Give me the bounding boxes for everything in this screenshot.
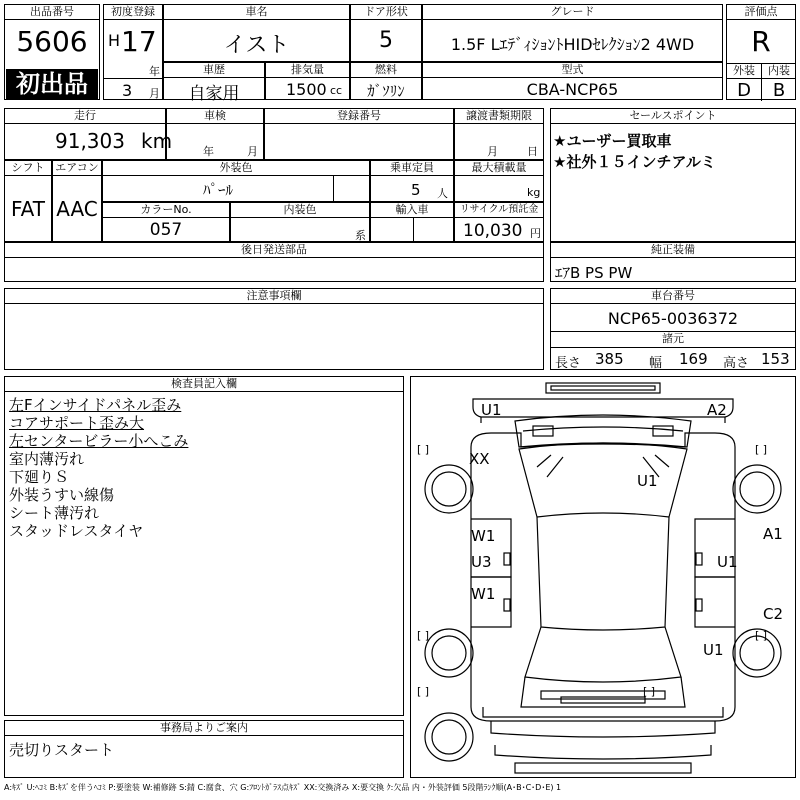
reg-no-label: 登録番号 — [265, 109, 453, 124]
int-rating-value: B — [772, 80, 786, 101]
chassis-value: NCP65-0036372 — [607, 309, 739, 328]
model-value: CBA-NCP65 — [526, 80, 619, 99]
office-box — [4, 720, 404, 778]
mileage-box — [4, 108, 173, 160]
ext-color-label: 外装色 — [103, 161, 369, 176]
width-label: 幅 — [649, 356, 663, 371]
first-reg-year-unit: 年 — [149, 65, 160, 78]
car-name-box — [163, 4, 350, 62]
diagram-bracket: [ ] — [417, 629, 430, 642]
inspection-box — [166, 108, 264, 160]
color-no-label: カラーNo. — [103, 203, 229, 218]
damage-mark: A2 — [707, 401, 727, 419]
rating-label: 評価点 — [727, 5, 795, 20]
displacement-unit: cc — [330, 84, 343, 97]
sales-point-item: ★社外１５インチアルミ — [553, 153, 716, 171]
grade-box — [422, 4, 723, 62]
door-box — [350, 4, 422, 62]
equipment-box — [550, 242, 796, 282]
capacity-value: 5 — [411, 181, 421, 199]
diagram-bracket: [ ] — [417, 443, 430, 456]
legend: A:ｷｽﾞ U:ﾍｺﾐ B:ｷｽﾞを伴うﾍｺﾐ P:要塗装 W:補修跡 S:錆 C:腐食、穴 G:ﾌﾛﾝﾄｶﾞﾗｽ点ｷｽﾞ XX:交換済み X:要交換 ｸ:欠品 内・外装評価 5段階ﾗﾝｸ順(A･B･C･D･E) 1 — [4, 783, 562, 792]
max-load-box — [454, 160, 544, 202]
equipment-label: 純正装備 — [551, 243, 795, 258]
inspector-note: 室内薄汚れ — [9, 450, 85, 468]
model-box — [422, 62, 723, 100]
lot-box — [4, 4, 100, 100]
lot-number: 5606 — [16, 25, 88, 58]
capacity-label: 乗車定員 — [371, 161, 453, 176]
ac-label: エアコン — [53, 161, 101, 176]
shift-label: シフト — [5, 161, 51, 176]
transfer-day-unit: 日 — [527, 145, 538, 158]
inspector-note: 左センタービラー小へこみ — [9, 432, 189, 450]
car-diagram — [411, 377, 795, 777]
first-reg-box — [103, 4, 163, 100]
chassis-label: 車台番号 — [551, 289, 795, 304]
ext-rating-value: D — [737, 80, 751, 101]
damage-mark: U1 — [717, 553, 738, 571]
car-diagram-box — [410, 376, 796, 778]
max-load-unit: kg — [527, 186, 541, 199]
later-parts-label: 後日発送部品 — [5, 243, 543, 258]
length-value: 385 — [595, 350, 624, 368]
mileage-unit: km — [141, 129, 173, 153]
first-reg-month: 3 — [122, 81, 133, 100]
inspector-note: 下廻りＳ — [9, 468, 70, 486]
sales-points-label: セールスポイント — [551, 109, 795, 124]
max-load-label: 最大積載量 — [455, 161, 543, 176]
inspection-year-unit: 年 — [203, 145, 214, 158]
displacement-box — [265, 62, 350, 100]
inspector-box — [4, 376, 404, 716]
transfer-label: 譲渡書類期限 — [455, 109, 543, 124]
inspector-note: シート薄汚れ — [9, 504, 100, 522]
history-label: 車歴 — [164, 63, 264, 78]
transfer-box — [454, 108, 544, 160]
recycle-value: 10,030 — [463, 221, 523, 241]
int-color-label: 内装色 — [231, 203, 369, 218]
damage-mark: U1 — [703, 641, 724, 659]
first-reg-label: 初度登録 — [104, 5, 162, 20]
inspector-label: 検査員記入欄 — [5, 377, 403, 392]
diagram-bracket: [ ] — [417, 685, 430, 698]
damage-mark: U1 — [481, 401, 502, 419]
int-rating-label: 内装 — [768, 64, 790, 77]
notes-box — [4, 288, 544, 370]
capacity-unit: 人 — [437, 187, 448, 200]
grade-value: 1.5F LｴﾃﾞｨｼｮﾝﾄHIDｾﾚｸｼｮﾝ2 4WD — [450, 35, 695, 54]
rating-value: R — [751, 25, 771, 58]
length-label: 長さ — [555, 356, 582, 371]
history-value: 自家用 — [188, 84, 240, 104]
inspection-label: 車検 — [167, 109, 263, 124]
shift-box — [4, 160, 52, 242]
ac-box — [52, 160, 102, 242]
door-label: ドア形状 — [351, 5, 421, 20]
ext-color-value: ﾊﾟｰﾙ — [202, 181, 233, 199]
shift-value: FAT — [10, 197, 45, 221]
recycle-unit: 円 — [530, 227, 541, 240]
mileage-label: 走行 — [5, 109, 165, 124]
office-value: 売切りスタート — [9, 741, 115, 759]
damage-mark: C2 — [763, 605, 784, 623]
fuel-value: ｶﾞｿﾘﾝ — [367, 82, 405, 100]
ext-rating-label: 外装 — [733, 64, 755, 77]
import-label: 輸入車 — [371, 203, 453, 218]
damage-mark: A1 — [763, 525, 783, 543]
first-listing-badge: 初出品 — [6, 69, 98, 99]
equipment-value: ｴｱB PS PW — [555, 264, 633, 282]
displacement-value: 1500 — [286, 80, 327, 99]
history-box — [163, 62, 265, 104]
dims-label: 諸元 — [662, 332, 684, 345]
transfer-month-unit: 月 — [487, 145, 498, 158]
later-parts-box — [4, 242, 544, 282]
fuel-label: 燃料 — [351, 63, 421, 78]
inspection-month-unit: 月 — [247, 145, 258, 158]
office-label: 事務局よりご案内 — [5, 721, 403, 736]
grade-label: グレード — [423, 5, 722, 20]
damage-mark: U1 — [637, 472, 658, 490]
color-no-box — [102, 202, 230, 242]
damage-mark: XX — [469, 450, 490, 468]
color-no-value: 057 — [149, 220, 183, 240]
inspector-note: 外装うすい線傷 — [9, 486, 115, 504]
car-name-label: 車名 — [164, 5, 349, 20]
first-reg-era: H — [108, 31, 121, 50]
rating-box — [726, 4, 796, 100]
recycle-label: リサイクル預託金 — [455, 203, 543, 218]
lot-label: 出品番号 — [5, 5, 99, 20]
displacement-label: 排気量 — [266, 63, 349, 78]
height-label: 高さ — [723, 356, 750, 371]
diagram-bracket: [ ] — [755, 629, 768, 642]
notes-label: 注意事項欄 — [5, 289, 543, 304]
diagram-bracket: [ ] — [643, 685, 656, 698]
int-color-unit: 系 — [355, 229, 366, 242]
first-reg-month-unit: 月 — [149, 87, 160, 100]
int-color-box — [230, 202, 370, 242]
mileage-value: 91,303 — [55, 129, 125, 153]
car-name-value: イスト — [223, 33, 290, 58]
inspector-note: 左Fインサイドパネル歪み — [9, 396, 182, 414]
chassis-box — [550, 288, 796, 370]
width-value: 169 — [679, 350, 708, 368]
height-value: 153 — [761, 350, 790, 368]
sales-points-box — [550, 108, 796, 242]
reg-no-box — [264, 108, 454, 160]
sales-point-item: ★ユーザー買取車 — [553, 132, 672, 150]
model-label: 型式 — [423, 63, 722, 78]
fuel-box — [350, 62, 422, 100]
ext-color-box — [102, 160, 370, 202]
damage-mark: U3 — [471, 553, 492, 571]
first-reg-year: 17 — [121, 25, 157, 58]
damage-mark: W1 — [471, 527, 496, 545]
capacity-box — [370, 160, 454, 202]
damage-mark: W1 — [471, 585, 496, 603]
door-value: 5 — [379, 28, 393, 53]
recycle-box — [454, 202, 544, 242]
inspector-note: コアサポート歪み大 — [9, 414, 145, 432]
inspector-note: スタッドレスタイヤ — [9, 522, 144, 540]
import-box — [370, 202, 454, 242]
diagram-bracket: [ ] — [755, 443, 768, 456]
ac-value: AAC — [56, 197, 98, 221]
